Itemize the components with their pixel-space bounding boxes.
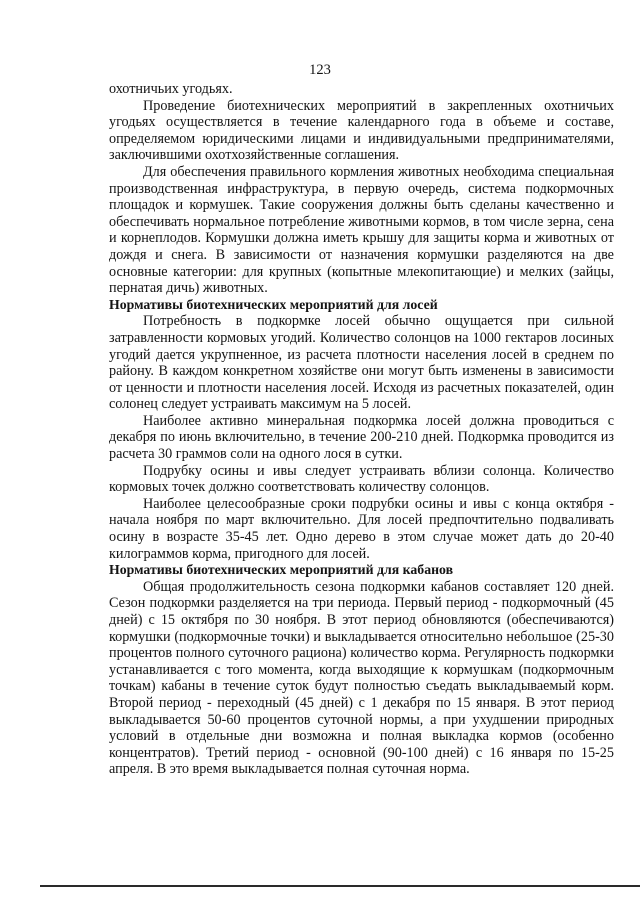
paragraph: охотничьих угодьях. [109, 81, 233, 97]
paragraph: Проведение биотехнических мероприятий в закрепленных охотничьих угодьях осуществляется в течение календарного года в объеме и составе, определяемом юридическими лицами и индивидуальными предпринимателями, заключившими охотхозяйственные соглашения. [109, 97, 614, 164]
paragraph: Для обеспечения правильного кормления животных необходима специальная производственная инфраструктура, в первую очередь, система подкормочных площадок и кормушек. Такие сооружения должны быть сделаны качественно и обеспечивать нормальное потребление животными кормов, в том числе зерна, сена и корнеплодов. Кормушки должна иметь крышу для защиты корма и животных от дождя и снега. В зависимости от назначения кормушки разделяются на две основные категории: для крупных (копытные млекопитающие) и мелких (зайцы, пернатая дичь) животных. [109, 163, 614, 297]
paragraph: Подрубку осины и ивы следует устраивать вблизи солонца. Количество кормовых точек должно соответствовать количеству солонцов. [109, 462, 614, 496]
section-heading-moose: Нормативы биотехнических мероприятий для лосей [109, 296, 438, 312]
paragraph: Потребность в подкормке лосей обычно ощущается при сильной затравленности кормовых угодий. Количество солонцов на 1000 гектаров лосиных угодий дается укрупненное, из расчета плотности населения лосей в среднем по району. В каждом конкретном хозяйстве они могут быть изменены в зависимости от ценности и плотности населения лосей. Исходя из расчетных показателей, один солонец следует устраивать максимум на 5 лосей. [109, 313, 614, 413]
paragraph: Наиболее целесообразные сроки подрубки осины и ивы с конца октября - начала ноября по март включительно. Для лосей предпочтительно подваливать осину в возрасте 35-45 лет. Одно дерево в этом случае может дать до 20-40 килограммов корма, пригодного для лосей. [109, 495, 614, 562]
paragraph: Наиболее активно минеральная подкормка лосей должна проводиться с декабря по июнь включительно, в течение 200-210 дней. Подкормка проводится из расчета 30 граммов соли на одного лося в сутки. [109, 412, 614, 463]
page-number: 123 [309, 62, 331, 78]
paragraph: Общая продолжительность сезона подкормки кабанов составляет 120 дней. Сезон подкормки разделяется на три периода. Первый период - подкормочный (45 дней) с 15 октября по 30 ноября. В этот период обновляются (обеспечиваются) кормушки (подкормочные точки) и выкладывается относительно небольшое (25-30 процентов полного суточного рациона) количество корма. Регулярность подкормки устанавливается с того момента, когда выходящие к кормушкам (подкормочным точкам) кабаны в течение суток будут полностью съедать выкладываемый корм. Второй период - переходный (45 дней) с 1 декабря по 15 января. В этот период выкладывается 50-60 процентов суточной нормы, а при ухудшении природных условий в отдельные дни возможна и полная выкладка кормов (особенно концентратов). Третий период - основной (90-100 дней) с 16 января по 15-25 апреля. В это время выкладывается полная суточная норма. [109, 578, 614, 778]
footer-rule [40, 885, 640, 887]
section-heading-boar: Нормативы биотехнических мероприятий для кабанов [109, 562, 454, 578]
document-body [109, 81, 614, 778]
